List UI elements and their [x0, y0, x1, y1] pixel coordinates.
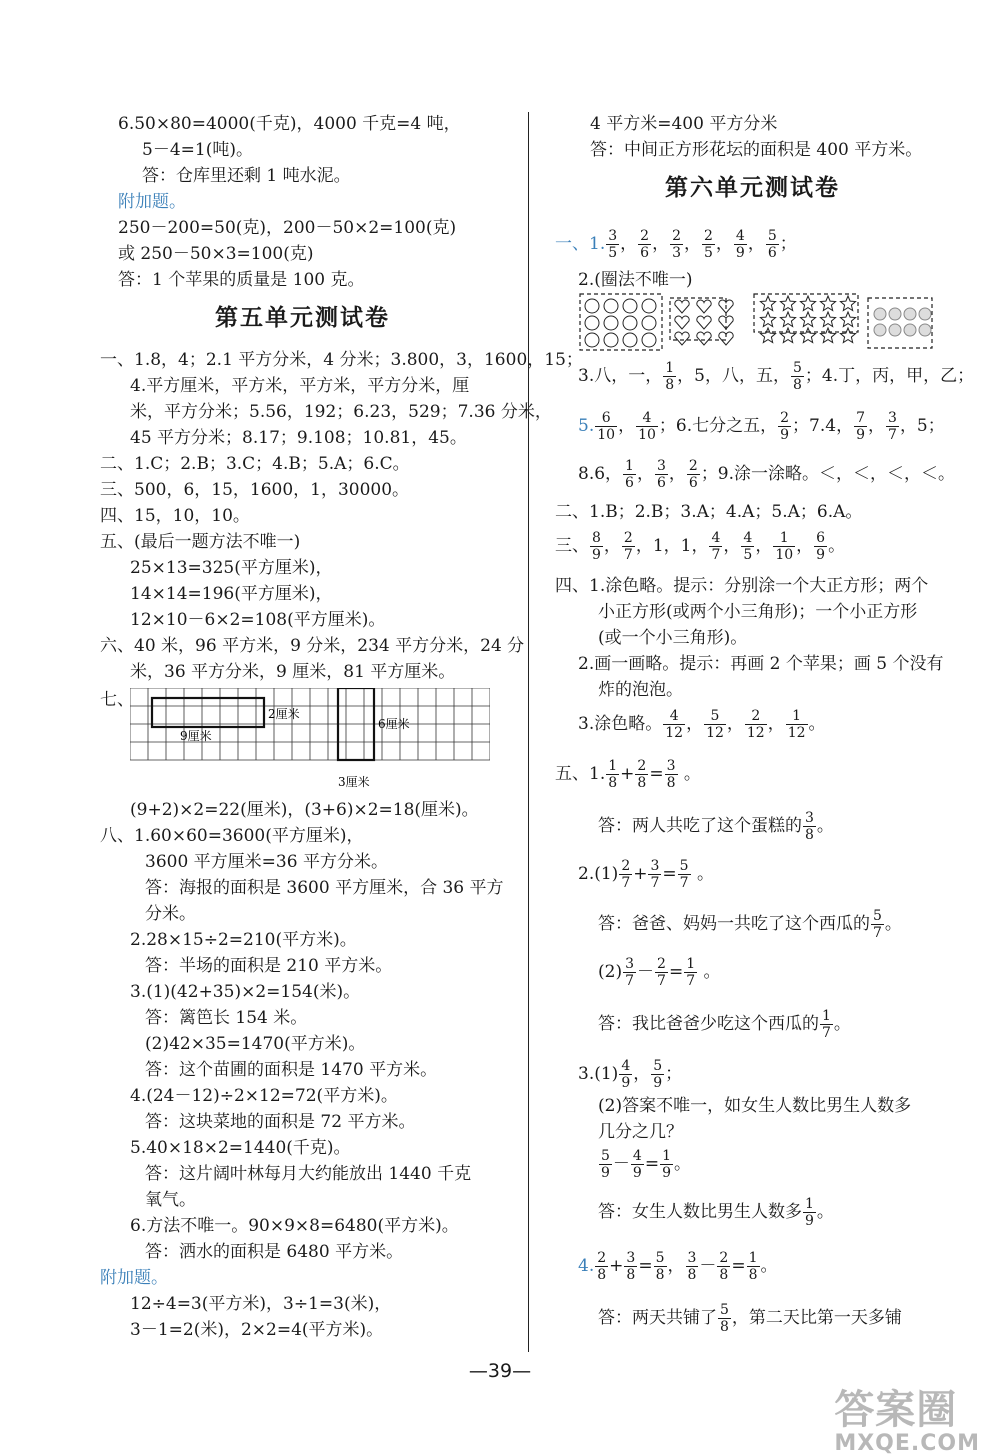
text-line: 12×10－6×2=108(平方厘米)。 [130, 610, 386, 630]
smiley-icon [585, 299, 599, 313]
text-line: 5.40×18×2=1440(千克)。 [130, 1138, 351, 1158]
text-line: 6.50×80=4000(千克)，4000 千克=4 吨， [118, 114, 461, 134]
grid-figure [130, 688, 490, 793]
text-line: 或 250－50×3=100(克) [118, 244, 314, 264]
grid-label-9cm: 9厘米 [180, 729, 212, 743]
fraction: $\frac{3}{6}$ [656, 458, 666, 491]
text-line: 6.方法不唯一。90×9×8=6480(平方米)。 [130, 1216, 459, 1236]
star-icon [760, 312, 775, 327]
smiley-icon [642, 299, 656, 313]
heart-icon [697, 316, 711, 329]
fraction: $\frac{2}{7}$ [657, 956, 666, 989]
smiley-icon [623, 299, 637, 313]
text-line: (2)答案不唯一，如女生人数比男生人数多 [598, 1096, 912, 1116]
text-line: 七、 [100, 690, 134, 710]
smiley-icon [585, 333, 599, 347]
fraction-line: 一、1. $\frac{3}{5}$ ， $\frac{2}{6}$ ， $\frac{2}{3}$ ， $\frac{2}{5}$ ， $\frac{4}{9}$ ， $\frac{5}{6}$ ； [555, 228, 797, 261]
text-line: 几分之几？ [598, 1122, 683, 1142]
fraction: $\frac{5}{8}$ [655, 1250, 665, 1283]
text-line: 答：这片阔叶林每月大约能放出 1440 千克 [145, 1164, 472, 1184]
text-line: 四、1.涂色略。提示：分别涂一个大正方形；两个 [555, 576, 929, 596]
text-line: 四、15，10，10。 [100, 506, 250, 526]
fraction: $\frac{2}{8}$ [637, 758, 647, 791]
text-line: 2.(圈法不唯一) [578, 270, 693, 290]
star-icon [800, 328, 815, 343]
fraction-line: 5. $\frac{6}{10}$ ， $\frac{4}{10}$ ；6.七分之五， $\frac{2}{9}$ ；7.4， $\frac{7}{9}$ ， $\frac{3}{7}$ ，5； [578, 410, 945, 443]
fraction: $\frac{3}{8}$ [687, 1250, 697, 1283]
star-icon [840, 312, 855, 327]
flower-icon [889, 308, 901, 320]
answer-line: 答：我比爸爸少吃这个西瓜的 $\frac{1}{7}$ 。 [598, 1008, 851, 1041]
fraction: $\frac{2}{9}$ [780, 410, 790, 443]
flower-icon [904, 324, 916, 336]
fraction: $\frac{3}{8}$ [666, 758, 676, 791]
smiley-icon [642, 333, 656, 347]
star-icon [800, 312, 815, 327]
heart-icon [719, 332, 733, 345]
smiley-icon [623, 316, 637, 330]
fraction: $\frac{2}{8}$ [597, 1250, 607, 1283]
fraction: $\frac{1}{6}$ [625, 458, 634, 491]
section-heading: 附加题。 [118, 192, 186, 212]
column-divider [528, 112, 529, 1352]
text-line: 答：洒水的面积是 6480 平方米。 [145, 1242, 404, 1262]
fraction: $\frac{2}{7}$ [623, 530, 633, 563]
star-icon [820, 296, 835, 311]
heart-icon [675, 332, 689, 345]
flower-icon [874, 324, 886, 336]
text-line: 小正方形(或两个小三角形)；一个小正方形 [598, 602, 918, 622]
text-line: 二、1.B；2.B；3.A；4.A；5.A；6.A。 [555, 502, 863, 522]
heart-icon [697, 300, 711, 313]
text-line: 45 平方分米；8.17；9.108；10.81，45。 [130, 428, 467, 448]
answer-line: 答：两人共吃了这个蛋糕的 $\frac{3}{8}$ 。 [598, 810, 834, 843]
fraction: $\frac{2}{3}$ [672, 228, 681, 261]
watermark-url: MXQE.COM [834, 1431, 980, 1456]
text-line: 25×13=325(平方厘米)， [130, 558, 333, 578]
fraction: $\frac{1}{7}$ [686, 956, 696, 989]
star-icon [760, 328, 775, 343]
unit-title: 第五单元测试卷 [215, 305, 390, 331]
fraction: $\frac{1}{9}$ [662, 1148, 672, 1181]
smiley-icon [623, 333, 637, 347]
fraction: $\frac{3}{8}$ [805, 810, 814, 843]
smiley-icon [642, 316, 656, 330]
fraction: $\frac{1}{8}$ [608, 758, 618, 791]
fraction: $\frac{3}{8}$ [626, 1250, 636, 1283]
star-icon [760, 296, 775, 311]
fraction: $\frac{1}{8}$ [748, 1250, 758, 1283]
grid-label-3cm: 3厘米 [338, 775, 370, 789]
smiley-icon [604, 299, 618, 313]
answer-line: 答：女生人数比男生人数多 $\frac{1}{9}$ 。 [598, 1196, 834, 1229]
fraction: $\frac{4}{9}$ [621, 1058, 631, 1091]
star-icon [840, 328, 855, 343]
fraction-line: 4. $\frac{2}{8}$ + $\frac{3}{8}$ = $\frac{5}{8}$ ， $\frac{3}{8}$ － $\frac{2}{8}$ = $\frac{1}{8}$ 。 [578, 1250, 778, 1283]
text-line: 五、(最后一题方法不唯一) [100, 532, 301, 552]
fraction: $\frac{5}{8}$ [792, 360, 802, 393]
text-line: 250－200=50(克)，200－50×2=100(克) [118, 218, 457, 238]
text-line: 答：仓库里还剩 1 吨水泥。 [142, 166, 351, 186]
text-line: 答：中间正方形花坛的面积是 400 平方米。 [590, 140, 923, 160]
smiley-icon [585, 316, 599, 330]
fraction: $\frac{4}{10}$ [638, 410, 656, 443]
text-line: 三、500，6，15，1600，1，30000。 [100, 480, 410, 500]
watermark [834, 1378, 980, 1456]
unit-title: 第六单元测试卷 [665, 175, 840, 201]
text-line: 3－1=2(米)，2×2=4(平方米)。 [130, 1320, 384, 1340]
flower-icon [889, 324, 901, 336]
grid-label-6cm: 6厘米 [378, 717, 410, 731]
text-line: (9+2)×2=22(厘米)，(3+6)×2=18(厘米)。 [130, 800, 479, 820]
answer-line: 答：两天共铺了 $\frac{5}{8}$ ，第二天比第一天多铺 [598, 1302, 902, 1335]
fraction: $\frac{3}{7}$ [650, 858, 660, 891]
star-icon [820, 312, 835, 327]
fraction: $\frac{5}{6}$ [767, 228, 777, 261]
heart-icon [675, 316, 689, 329]
star-icon [780, 312, 795, 327]
fraction-line: 8.6， $\frac{1}{6}$ ， $\frac{3}{6}$ ， $\frac{2}{6}$ ；9.涂一涂略。＜，＜，＜，＜。 [578, 458, 956, 491]
star-icon [780, 328, 795, 343]
text-line: 答：篱笆长 154 米。 [145, 1008, 308, 1028]
heart-icon [675, 300, 689, 313]
star-icon [840, 296, 855, 311]
fraction-line: 五、1. $\frac{1}{8}$ + $\frac{2}{8}$ = $\frac{3}{8}$ 。 [555, 758, 701, 791]
flower-icon [904, 308, 916, 320]
answer-line: 答：爸爸、妈妈一共吃了这个西瓜的 $\frac{5}{7}$ 。 [598, 908, 902, 941]
fraction: $\frac{2}{12}$ [746, 708, 765, 741]
fraction: $\frac{1}{7}$ [822, 1008, 831, 1041]
fraction: $\frac{5}{9}$ [601, 1148, 610, 1181]
fraction: $\frac{3}{5}$ [608, 228, 618, 261]
text-line: 4.(24－12)÷2×12=72(平方米)。 [130, 1086, 398, 1106]
heart-icon [697, 332, 711, 345]
fraction: $\frac{4}{5}$ [743, 530, 753, 563]
fraction: $\frac{5}{7}$ [873, 908, 882, 941]
fraction-line: 三、 $\frac{8}{9}$ ， $\frac{2}{7}$ ，1，1， $\frac{4}{7}$ ， $\frac{4}{5}$ ， $\frac{1}{10}$ ， $\frac{6}{9}$ 。 [555, 530, 846, 563]
circle-groups-figure [578, 292, 958, 354]
page-number: —39— [468, 1360, 532, 1382]
star-icon [800, 296, 815, 311]
fraction: $\frac{7}{9}$ [856, 410, 866, 443]
text-line: (2)42×35=1470(平方米)。 [145, 1034, 366, 1054]
fraction-line: $\frac{5}{9}$ － $\frac{4}{9}$ = $\frac{1}{9}$ 。 [601, 1148, 692, 1181]
fraction: $\frac{1}{8}$ [665, 360, 675, 393]
text-line: 答：1 个苹果的质量是 100 克。 [118, 270, 365, 290]
fraction: $\frac{4}{9}$ [632, 1148, 642, 1181]
text-line: 八、1.60×60=3600(平方厘米)， [100, 826, 364, 846]
text-line: 分米。 [145, 904, 196, 924]
fraction: $\frac{1}{12}$ [787, 708, 806, 741]
fraction: $\frac{2}{6}$ [688, 458, 698, 491]
grid-label-2cm: 2厘米 [268, 707, 300, 721]
text-line: 3.(1)(42+35)×2=154(米)。 [130, 982, 361, 1002]
smiley-icon [604, 333, 618, 347]
text-line: 答：这个苗圃的面积是 1470 平方米。 [145, 1060, 438, 1080]
text-line: 六、40 米，96 平方米，9 分米，234 平方分米，24 分 [100, 636, 525, 656]
text-line: 答：海报的面积是 3600 平方厘米，合 36 平方 [145, 878, 504, 898]
smiley-icon [604, 316, 618, 330]
text-line: 答：半场的面积是 210 平方米。 [145, 956, 393, 976]
text-line: 米，平方分米；5.56，192；6.23，529；7.36 分米， [130, 402, 552, 422]
text-line: 3600 平方厘米=36 平方分米。 [145, 852, 388, 872]
text-line: 12÷4=3(平方米)，3÷1=3(米)， [130, 1294, 392, 1314]
text-line: 米，36 平方分米，9 厘米，81 平方厘米。 [130, 662, 456, 682]
text-line: 4 平方米=400 平方分米 [590, 114, 778, 134]
fraction: $\frac{3}{7}$ [888, 410, 897, 443]
flower-icon [874, 308, 886, 320]
fraction: $\frac{2}{8}$ [719, 1250, 729, 1283]
text-line: 5－4=1(吨)。 [142, 140, 253, 160]
flower-icon [919, 308, 931, 320]
flower-icon [919, 324, 931, 336]
text-line: 14×14=196(平方厘米)， [130, 584, 333, 604]
fraction: $\frac{4}{9}$ [735, 228, 745, 261]
fraction: $\frac{5}{8}$ [720, 1302, 729, 1335]
fraction: $\frac{4}{7}$ [711, 530, 721, 563]
section-heading: 附加题。 [100, 1268, 168, 1288]
fraction: $\frac{3}{7}$ [625, 956, 635, 989]
text-line: 氧气。 [145, 1190, 196, 1210]
watermark-logo: 答案圈 [834, 1387, 958, 1433]
text-line: 一、1.8，4；2.1 平方分米，4 分米；3.800，3，1600，15； [100, 350, 583, 370]
fraction-line: (2) $\frac{3}{7}$ － $\frac{2}{7}$ = $\frac{1}{7}$ 。 [598, 956, 721, 989]
fraction: $\frac{5}{7}$ [679, 858, 689, 891]
fraction: $\frac{8}{9}$ [592, 530, 601, 563]
fraction: $\frac{2}{7}$ [621, 858, 631, 891]
fraction: $\frac{2}{6}$ [640, 228, 650, 261]
fraction: $\frac{4}{12}$ [665, 708, 684, 741]
text-line: 2.28×15÷2=210(平方米)。 [130, 930, 357, 950]
fraction-line: 3.(1) $\frac{4}{9}$ ， $\frac{5}{9}$ ； [578, 1058, 683, 1091]
fraction-line: 3.涂色略。 $\frac{4}{12}$ ， $\frac{5}{12}$ ， $\frac{2}{12}$ ， $\frac{1}{12}$ 。 [578, 708, 826, 741]
text-line: 炸的泡泡。 [598, 680, 683, 700]
fraction-line: 3.八，一， $\frac{1}{8}$ ，5，八，五， $\frac{5}{8}$ ；4.丁，丙，甲，乙； [578, 360, 975, 393]
text-line: 2.画一画略。提示：再画 2 个苹果；画 5 个没有 [578, 654, 944, 674]
fraction: $\frac{6}{10}$ [597, 410, 616, 443]
fraction: $\frac{5}{12}$ [706, 708, 724, 741]
fraction: $\frac{1}{9}$ [805, 1196, 814, 1229]
fraction: $\frac{1}{10}$ [775, 530, 794, 563]
star-icon [820, 328, 835, 343]
text-line: 答：这块菜地的面积是 72 平方米。 [145, 1112, 416, 1132]
star-icon [780, 296, 795, 311]
text-line: (或一个小三角形)。 [598, 628, 748, 648]
text-line: 二、1.C；2.B；3.C；4.B；5.A；6.C。 [100, 454, 410, 474]
fraction: $\frac{6}{9}$ [816, 530, 826, 563]
fraction-line: 2.(1) $\frac{2}{7}$ + $\frac{3}{7}$ = $\frac{5}{7}$ 。 [578, 858, 714, 891]
fraction: $\frac{2}{5}$ [704, 228, 713, 261]
fraction: $\frac{5}{9}$ [653, 1058, 663, 1091]
text-line: 4.平方厘米，平方米，平方米，平方分米，厘 [130, 376, 470, 396]
